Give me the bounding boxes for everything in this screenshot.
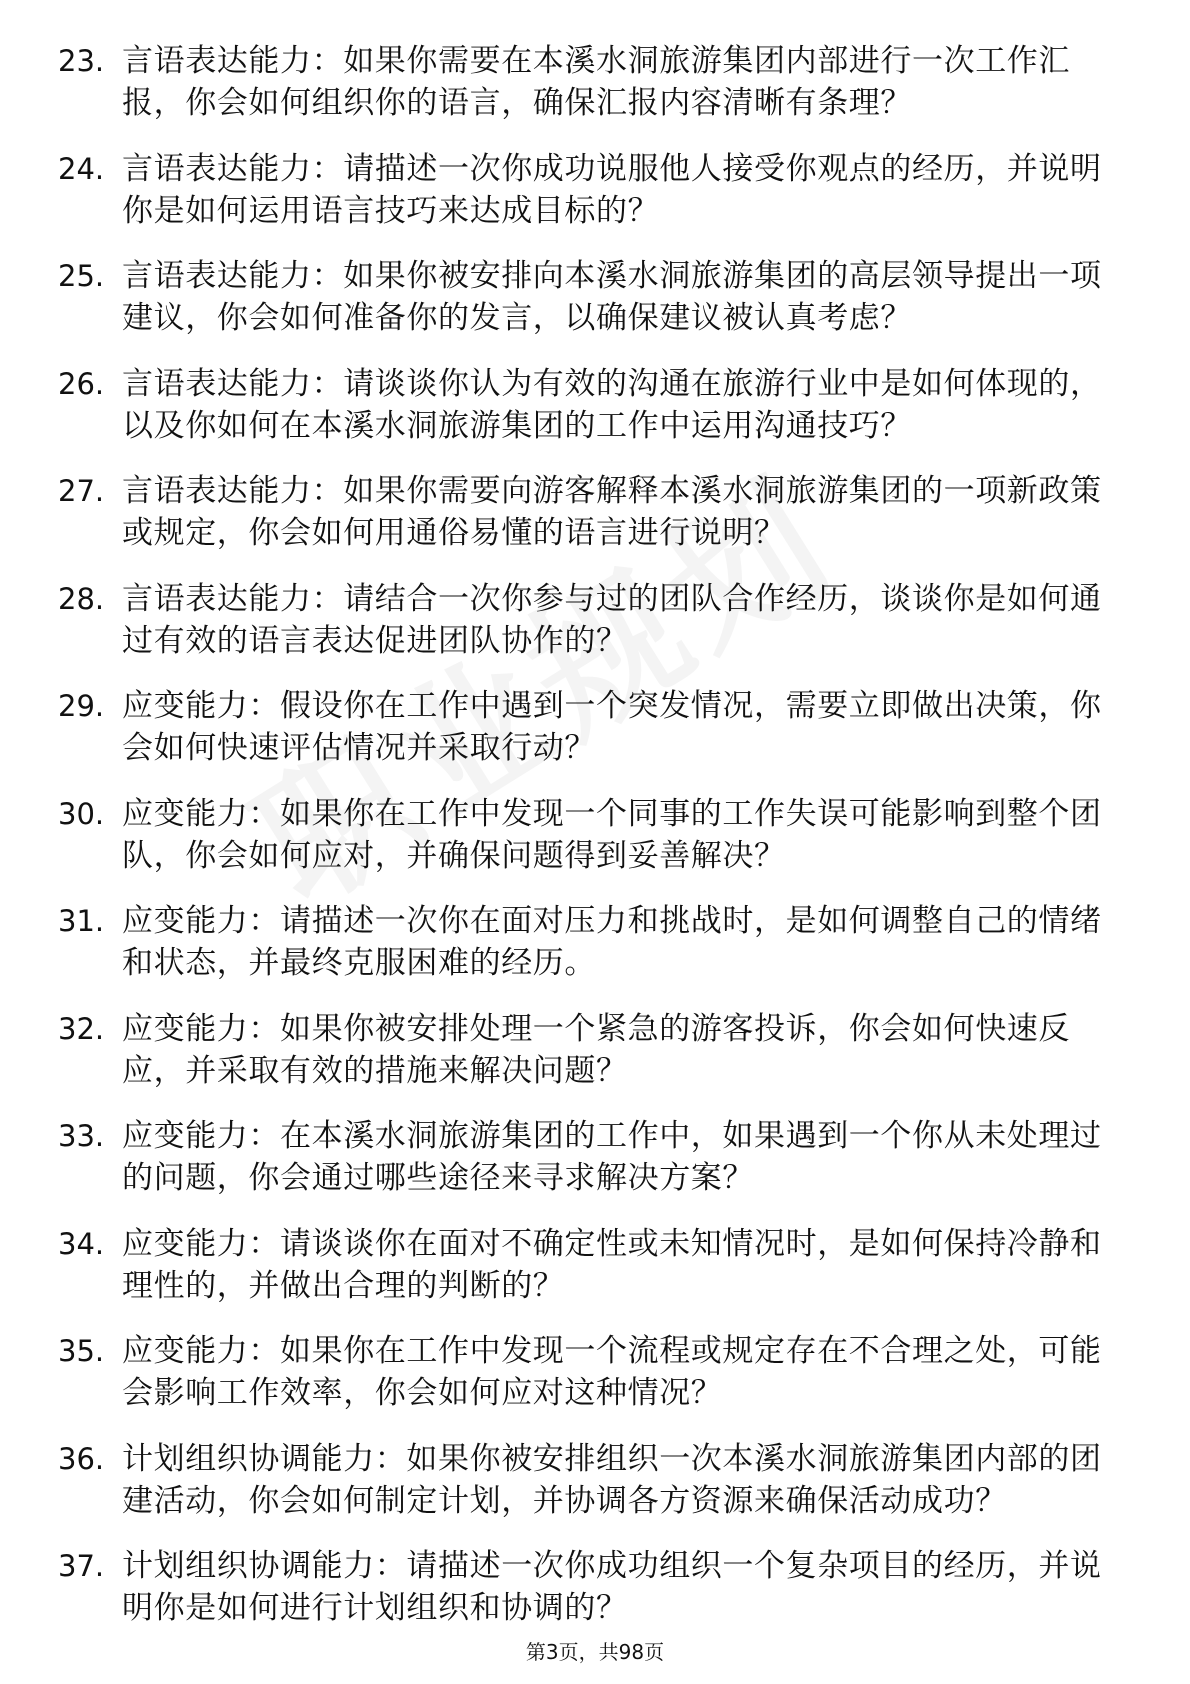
question-item	[58, 1438, 1138, 1522]
question-number: 27.	[58, 474, 105, 508]
question-item	[58, 1008, 1138, 1092]
question-number: 34.	[58, 1226, 105, 1261]
question-item	[58, 363, 1138, 447]
question-number: 36.	[58, 1441, 105, 1476]
question-number: 31.	[58, 904, 105, 938]
page-number: 第3页，共98页	[525, 1640, 665, 1664]
question-number: 33.	[58, 1119, 105, 1153]
question-text: 言语表达能力：请结合一次你参与过的团队合作经历，谈谈你是如何通过有效的语言表达促进团队协作的？	[122, 580, 1102, 659]
question-item	[58, 685, 1138, 769]
question-number: 23.	[58, 44, 105, 78]
question-number: 25.	[58, 259, 105, 293]
question-item	[58, 1330, 1138, 1414]
question-item	[58, 255, 1138, 339]
question-text: 应变能力：如果你在工作中发现一个同事的工作失误可能影响到整个团队，你会如何应对，并确保问题得到妥善解决？	[122, 795, 1102, 874]
question-text: 言语表达能力：请谈谈你认为有效的沟通在旅游行业中是如何体现的，以及你如何在本溪水洞旅游集团的工作中运用沟通技巧？	[122, 365, 1102, 444]
question-number: 29.	[58, 689, 105, 723]
question-text: 应变能力：请谈谈你在面对不确定性或未知情况时，是如何保持冷静和理性的，并做出合理的判断的？	[122, 1225, 1102, 1304]
question-number: 26.	[58, 366, 105, 401]
question-item	[58, 40, 1138, 124]
question-text: 应变能力：请描述一次你在面对压力和挑战时，是如何调整自己的情绪和状态，并最终克服困难的经历。	[122, 903, 1102, 981]
question-item	[58, 1223, 1138, 1307]
question-text: 言语表达能力：如果你被安排向本溪水洞旅游集团的高层领导提出一项建议，你会如何准备你的发言，以确保建议被认真考虑？	[122, 258, 1102, 336]
question-item	[58, 900, 1138, 984]
question-item	[58, 793, 1138, 877]
question-number: 28.	[58, 581, 105, 616]
question-number: 30.	[58, 796, 105, 831]
question-text: 言语表达能力：请描述一次你成功说服他人接受你观点的经历，并说明你是如何运用语言技巧来达成目标的？	[122, 150, 1102, 229]
question-text: 应变能力：假设你在工作中遇到一个突发情况，需要立即做出决策，你会如何快速评估情况并采取行动？	[122, 688, 1102, 766]
question-item	[58, 1115, 1138, 1199]
question-number: 32.	[58, 1011, 105, 1046]
question-text: 应变能力：如果你在工作中发现一个流程或规定存在不合理之处，可能会影响工作效率，你会如何应对这种情况？	[122, 1333, 1102, 1411]
question-text: 应变能力：在本溪水洞旅游集团的工作中，如果遇到一个你从未处理过的问题，你会通过哪些途径来寻求解决方案？	[122, 1118, 1102, 1196]
question-item	[58, 148, 1138, 232]
question-text: 言语表达能力：如果你需要向游客解释本溪水洞旅游集团的一项新政策或规定，你会如何用通俗易懂的语言进行说明？	[122, 473, 1102, 551]
question-list	[58, 40, 1138, 1653]
question-number: 24.	[58, 151, 105, 186]
question-item	[58, 1545, 1138, 1629]
question-text: 应变能力：如果你被安排处理一个紧急的游客投诉，你会如何快速反应，并采取有效的措施来解决问题？	[122, 1010, 1070, 1089]
question-number: 35.	[58, 1334, 105, 1368]
question-number: 37.	[58, 1549, 105, 1583]
question-item	[58, 578, 1138, 662]
question-text: 言语表达能力：如果你需要在本溪水洞旅游集团内部进行一次工作汇报，你会如何组织你的语言，确保汇报内容清晰有条理？	[122, 43, 1070, 121]
question-text: 计划组织协调能力：请描述一次你成功组织一个复杂项目的经历，并说明你是如何进行计划组织和协调的？	[122, 1548, 1102, 1626]
question-text: 计划组织协调能力：如果你被安排组织一次本溪水洞旅游集团内部的团建活动，你会如何制定计划，并协调各方资源来确保活动成功？	[122, 1440, 1102, 1519]
question-item	[58, 470, 1138, 554]
